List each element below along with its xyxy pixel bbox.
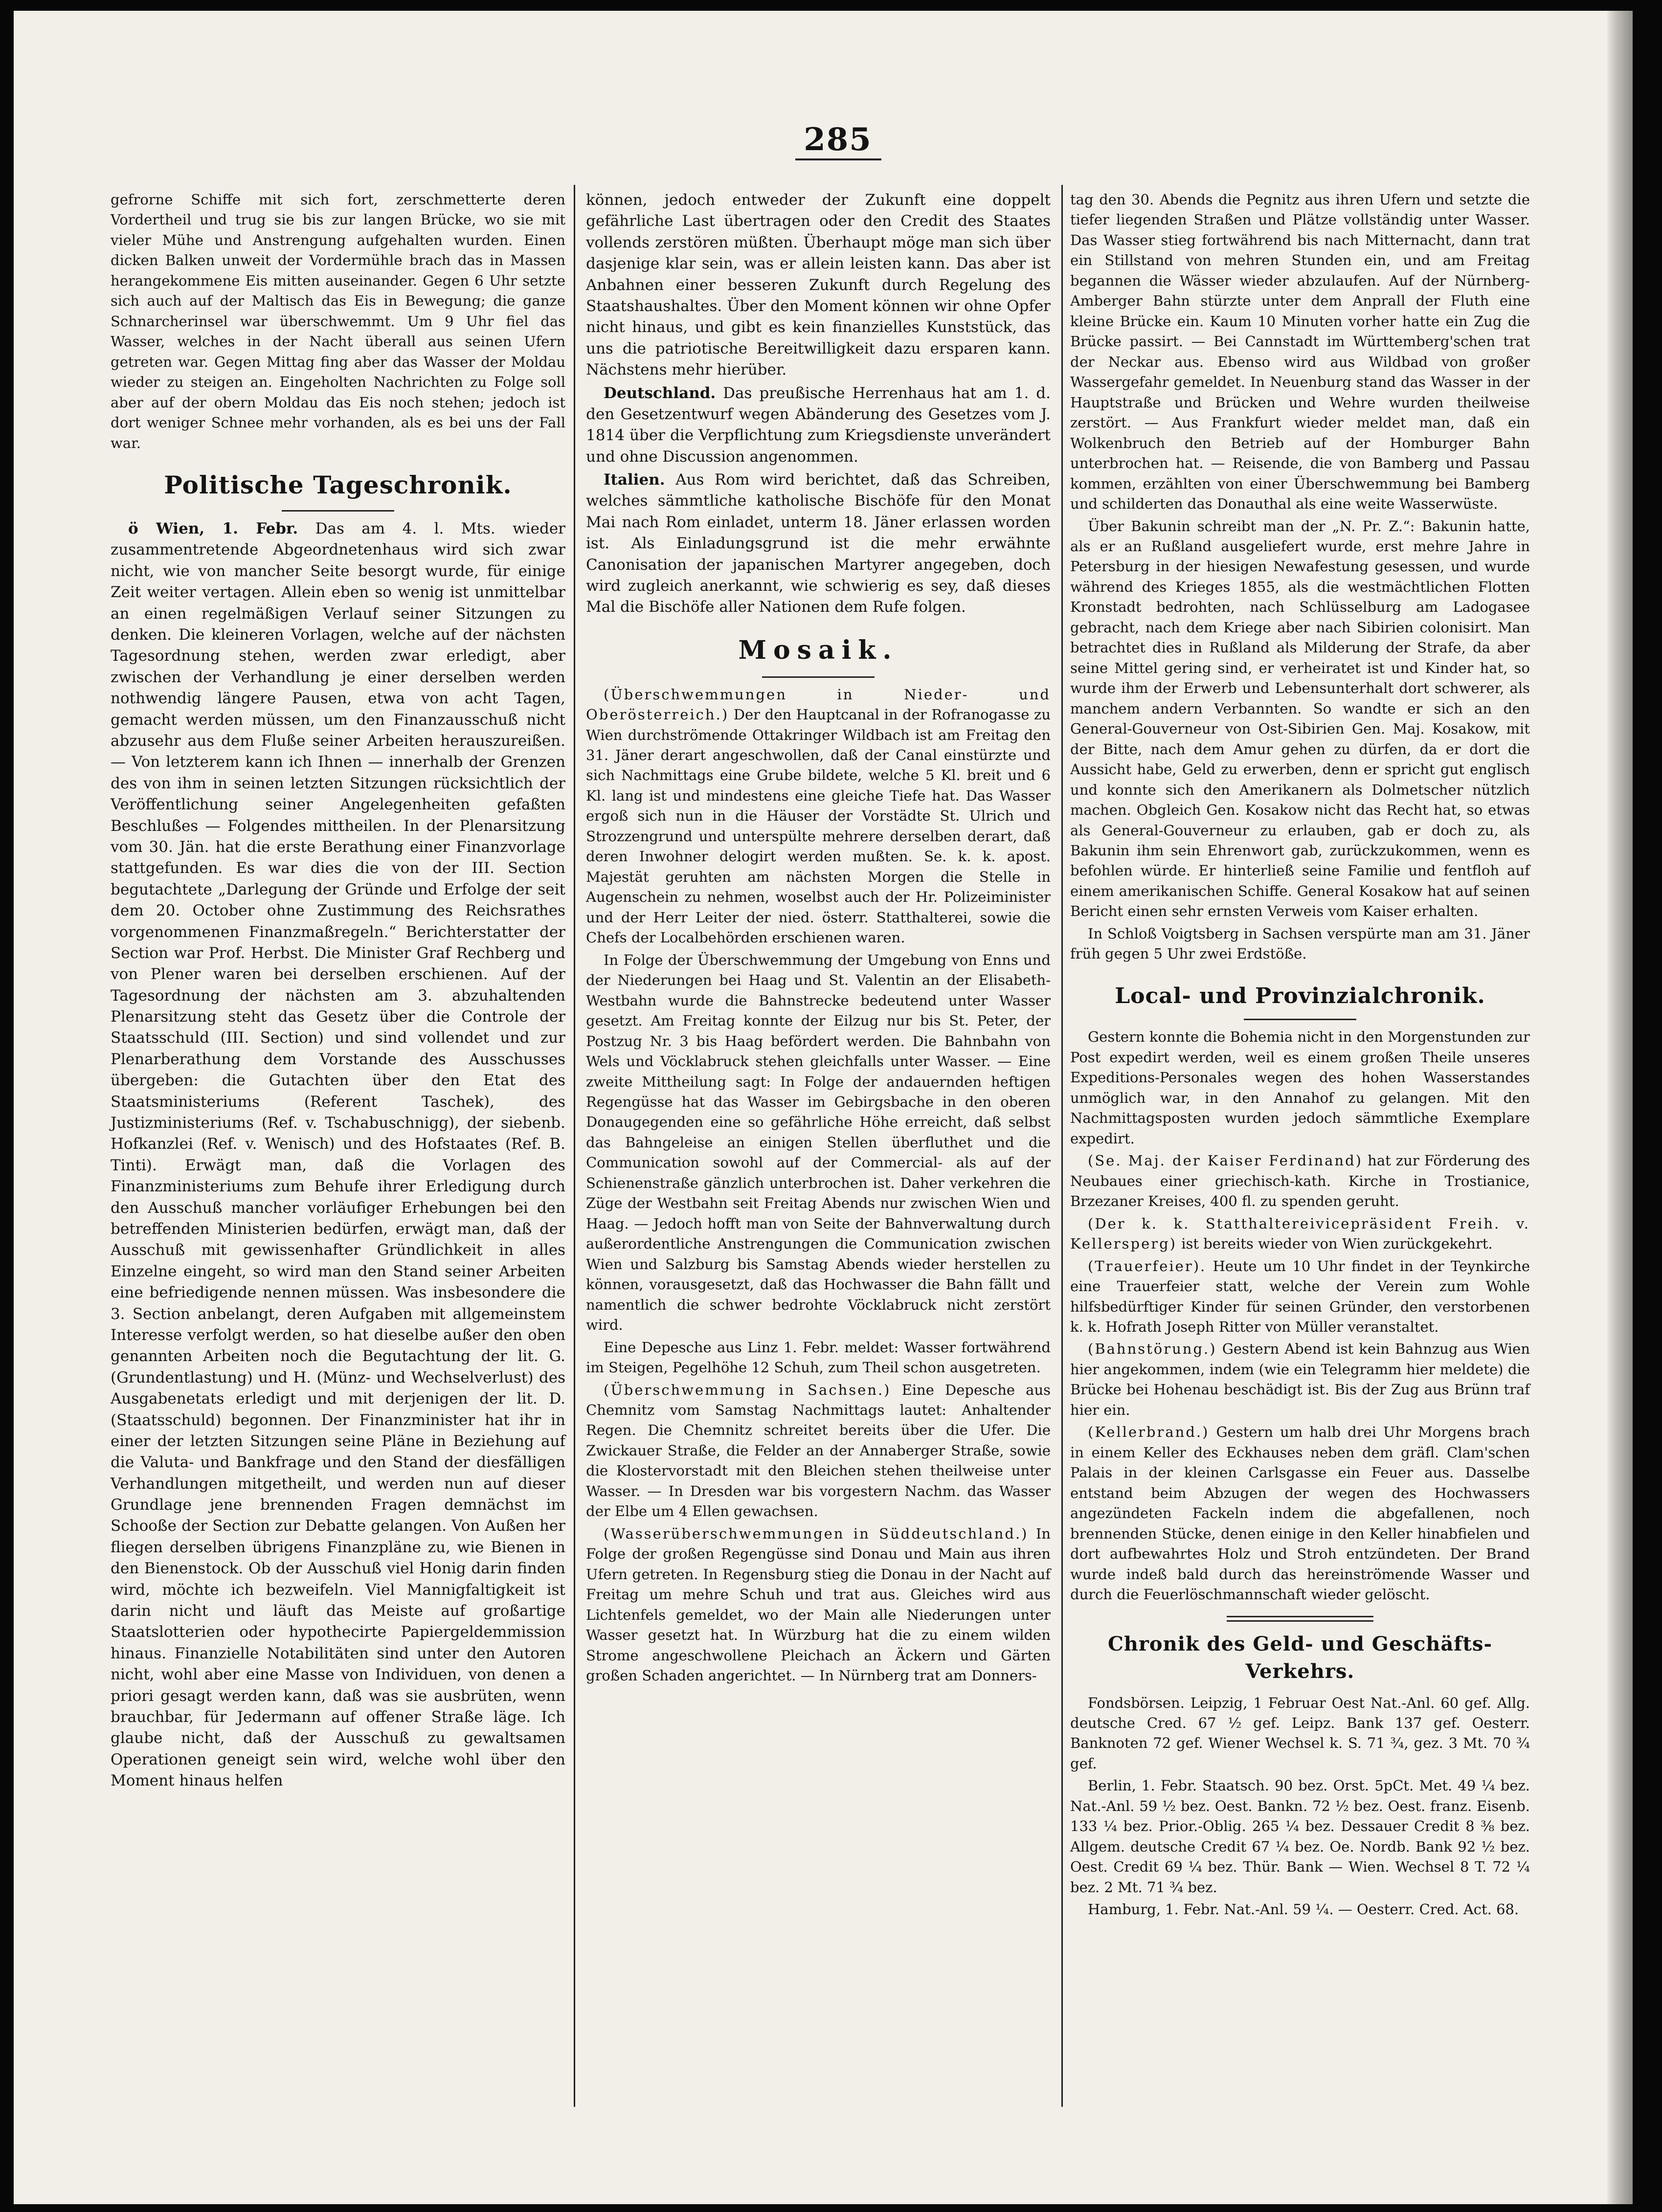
column-2 (586, 190, 1051, 1688)
mosaik-item-1 (586, 685, 1051, 948)
mosaik-item-2: In Folge der Überschwemmung der Umgebung von Enns und der Niederungen bei Haag und St. Valentin an der Elisabeth-Westbahn wurde die Bahnstrecke bedeutend unter Wasser gesetzt. Am Freitag konnte der Eilzug nur bis St. Peter, der Postzug Nr. 3 bis Haag befördert werden. Die Bahnbahn von Wels und Vöcklabruck stehen gleichfalls unter Wasser. — Eine zweite Mittheilung sagt: In Folge der andauernden heftigen Regengüsse hat das Wasser im Gebirgsbache in den oberen Donaugegenden eine so gefährliche Höhe erreicht, daß selbst das Bahngeleise an einigen Stellen überfluthet und die Communication sowohl auf der Commercial- als auf der Schienenstraße gänzlich unterbrochen ist. Daher verkehren die Züge der Westbahn seit Freitag Abends nur zwischen Wien und Haag. — Jedoch hofft man von Seite der Bahnverwaltung durch außerordentliche Anstrengungen die Communication zwischen Wien und Salzburg bis Samstag Abends wieder herstellen zu können, vorausgesetzt, daß das Hochwasser die Bahn fällt und namentlich die schwer bedrohte Vöcklabruck nicht zerstört wird. (586, 951, 1051, 1334)
local-item-4-text: Heute um 10 Uhr findet in der Teynkirche eine Trauerfeier statt, welche der Verein zum Wohle hilfsbedürftiger Kinder für seinen Gründer, den verstorbenen k. k. Hofrath Joseph Ritter von Müller veranstaltet. (1070, 1257, 1530, 1335)
heading-rule (762, 676, 875, 678)
column-3 (1070, 190, 1530, 1922)
local-item-6-heading: (Kellerbrand.) (1088, 1424, 1210, 1441)
local-item-4 (1070, 1256, 1530, 1338)
local-item-4-heading: (Trauerfeier). (1088, 1257, 1207, 1274)
article-wien-text: Das am 4. l. Mts. wieder zusammentretende Abgeordnetenhaus wird sich zwar nicht, wie von mancher Seite besorgt wurde, für einige Zeit weiter vertagen. Allein eben so wenig ist unmittelbar an einen regelmäßigen Verlauf seiner Sitzungen zu denken. Die kleineren Vorlagen, welche auf der nächsten Tagesordnung stehen, werden zwar erledigt, aber zwischen der Verhandlung je einer derselben werden nothwendig längere Pausen, etwa von acht Tagen, gemacht werden müssen, um den Finanzausschuß nicht abzusehr aus dem Fluße seiner Arbeiten herauszureißen. — Von letzterem kann ich Ihnen — innerhalb der Grenzen des von ihm in seinen letzten Sitzungen rücksichtlich der Veröffentlichung seiner Angelegenheiten gefaßten Beschlußes — Folgendes mittheilen. In der Plenarsitzung vom 30. Jän. hat die erste Berathung einer Finanzvorlage stattgefunden. Es war dies die von der III. Section begutachtete „Darlegung der Gründe und Erfolge der seit dem 20. October ohne Zustimmung des Reichsrathes vorgenommenen Finanzmaßregeln.“ Berichterstatter der Section war Prof. Herbst. Die Minister Graf Rechberg und von Plener waren bei derselben erschienen. Auf der Tagesordnung der nächsten am 3. abzuhaltenden Plenarsitzung steht das Gesetz über die Controle der Staatsschuld (III. Section) und sind vollendet und zur Plenarberathung dem Vorstande des Ausschusses übergeben: die Gutachten über den Etat des Staatsministeriums (Referent Taschek), des Justizministeriums (Ref. v. Tschabuschnigg), der siebenb. Hofkanzlei (Ref. v. Wenisch) und des Hofstaates (Ref. B. Tinti). Erwägt man, daß die Vorlagen des Finanzministeriums zum Behufe ihrer Erledigung durch den Ausschuß mancher vorläufiger Erhebungen bei den betreffenden Ministerien bedürfen, erwägt man, daß der Ausschuß mit gewissenhafter Gründlichkeit in alles Einzelne eingeht, so wird man den Stand seiner Arbeiten eine befriedigende nennen müssen. Was insbesondere die 3. Section anbelangt, deren Aufgaben mit allgemeinstem Interesse verfolgt werden, so hat dieselbe außer den oben genannten Arbeiten noch die Begutachtung der lit. G. (Grundentlastung) und H. (Münz- und Wechselverlust) des Ausgabenetats erledigt und mit derjenigen der lit. D. (Staatsschuld) begonnen. Der Finanzminister hat ihr in einer der letzten Sitzungen seine Pläne in Beziehung auf die Valuta- und Bankfrage und den Stand der diesfälligen Verhandlungen mitgetheilt, und werden nun auf dieser Grundlage jene brennenden Fragen demnächst im Schooße der Section zur Debatte gelangen. Von Außen her fliegen derselben übrigens Finanzpläne zu, wie Bienen in den Bienenstock. Ob der Ausschuß viel Honig darin finden wird, möchte ich bezweifeln. Viel Mannigfaltigkeit ist darin nicht und läuft das Meiste auf großartige Staatslotterien oder hypothecirte Papiergeldemmission hinaus. Finanzielle Notabilitäten sind unter den Autoren nicht, wohl aber eine Masse von Individuen, von denen a priori gesagt werden kann, daß was sie ausbrüten, wenn brauchbar, für Jedermann auf offener Straße läge. Ich glaube nicht, daß der Ausschuß zu gewaltsamen Operationen geneigt sein wird, welche wohl über den Moment hinaus helfen (111, 520, 565, 1790)
column-1 (111, 190, 565, 1794)
heading-geld-geschaefts-verkehr: Chronik des Geld- und Geschäfts-Verkehrs. (1107, 1632, 1493, 1683)
local-item-2 (1070, 1151, 1530, 1211)
heading-rule (282, 510, 394, 512)
section-divider (1227, 1616, 1373, 1622)
page-binding-edge (1607, 11, 1633, 2204)
local-item-5-heading: (Bahnstörung.) (1088, 1341, 1217, 1358)
market-report-leipzig: Fondsbörsen. Leipzig, 1 Februar Oest Nat.-Anl. 60 gef. Allg. deutsche Cred. 67 ½ gef. Leipz. Bank 137 gef. Oesterr. Banknoten 72 gef. Wiener Wechsel k. S. 71 ¾, gez. 3 Mt. 70 ¾ gef. (1070, 1694, 1530, 1772)
mosaik-item-bakunin: Über Bakunin schreibt man der „N. Pr. Z.“: Bakunin hatte, als er an Rußland ausgeliefert wurde, erst mehre Jahre in Petersburg in der hiesigen Newafestung gesessen, und wurde während des Krieges 1855, als die westmächtlichen Flotten Kronstadt bedrohten, nach Schlüsselburg am Ladogasee gebracht, nach dem Kriege aber nach Sibirien colonisirt. Man betrachtet dies in Rußland als Milderung der Strafe, da aber seine Mittel gering sind, er verheiratet ist und Kinder hat, so wurde ihm der Erwerb und Lebensunterhalt dort schwerer, als manchem andern Verbannten. So wandte er sich an den General-Gouverneur von Ost-Sibirien Gen. Maj. Kosakow, mit der Bitte, nach dem Amur gehen zu dürfen, da er dort die Aussicht habe, Geld zu erwerben, denn er spricht gut englisch und konnte sich den Amerikanern als Dolmetscher nützlich machen. Obgleich Gen. Kosakow nicht das Recht hat, so etwas als General-Gouverneur zu erlauben, gab er doch zu, als Bakunin ihm sein Ehrenwort gab, zurückzukommen, wenn es befohlen würde. Er hinterließ seine Familie und fentfloh auf einem amerikanischen Schiffe. General Kosakow hat auf seinen Bericht einen sehr ernsten Verweis vom Kaiser erhalten. (1070, 517, 1530, 920)
article-wien-continued: können, jedoch entweder der Zukunft eine doppelt gefährliche Last übertragen oder den Credit des Staates vollends zerstören müßten. Überhaupt möge man sich über dasjenige klar sein, was er allein leisten kann. Das aber ist Anbahnen einer besseren Zukunft durch Regelung des Staatshaushaltes. Über den Moment können wir ohne Opfer nicht hinaus, und gibt es kein finanzielles Kunststück, das uns die patriotische Bereitwilligkeit dazu ersparen kann. Nächstens mehr hierüber. (586, 191, 1051, 379)
article-italien-text: Aus Rom wird berichtet, daß das Schreiben, welches sämmtliche katholische Bischöfe für den Monat Mai nach Rom einladet, unterm 18. Jäner erlassen worden ist. Als Einladungsgrund ist die mehr erwähnte Canonisation der japanischen Martyrer angegeben, doch wird zugleich anerkannt, wie schwierig es sey, daß dieses Mal die Bischöfe aller Nationen dem Rufe folgen. (586, 471, 1051, 616)
local-item-6-text: Gestern um halb drei Uhr Morgens brach in einem Keller des Eckhauses neben dem gräfl. Clam'schen Palais in der kleinen Carlsgasse ein Feuer aus. Dasselbe entstand beim Abzugen der wegen des Hochwassers angezündeten Fackeln indem die abgefallenen, noch brennenden Stücke, denen einige in den Keller hinabfielen und dort aufbewahrtes Holz und Stroh entzündeten. Der Brand wurde indeß bald durch das hereinströmende Wasser und durch die Feuerlöschmannschaft wieder gelöscht. (1070, 1424, 1530, 1603)
local-item-3 (1070, 1214, 1530, 1254)
heading-mosaik: Mosaik. (738, 635, 898, 665)
article-italien (586, 469, 1051, 618)
market-report-hamburg: Hamburg, 1. Febr. Nat.-Anl. 59 ¼. — Oesterr. Cred. Act. 68. (1088, 1901, 1519, 1918)
page-number: 285 (804, 121, 872, 158)
heading-local-provinzialchronik: Local- und Provinzialchronik. (1115, 983, 1485, 1008)
mosaik-item-4-heading: (Überschwemmung in Sachsen.) (604, 1381, 891, 1398)
local-item-2-heading: (Se. Maj. der Kaiser Ferdinand) (1088, 1152, 1363, 1169)
local-item-6 (1070, 1422, 1530, 1605)
dateline-italien: Italien. (604, 471, 665, 489)
local-item-3-heading: (Der k. k. Statthaltereivicepräsident Freih. v. Kellersperg) (1070, 1215, 1530, 1252)
mosaik-item-5-heading: (Wasserüberschwemmungen in Süddeutschland.) (604, 1525, 1029, 1542)
article-deutschland-text: Das preußische Herrenhaus hat am 1. d. den Gesetzentwurf wegen Abänderung des Gesetzes vom J. 1814 über die Verpflichtung zum Kriegsdienste unverändert und ohne Discussion angenommen. (586, 384, 1051, 466)
mosaik-item-1-heading: (Überschwemmungen in Nieder- und Oberösterreich.) (586, 686, 1051, 723)
local-item-2-text: hat zur Förderung des Neubaues einer griechisch-kath. Kirche in Trostianice, Brzezaner Kreises, 400 fl. zu spenden geruht. (1070, 1152, 1530, 1210)
local-item-5 (1070, 1339, 1530, 1420)
page-number-rule (795, 158, 881, 160)
mosaik-item-1-text: Der den Hauptcanal in der Rofranogasse zu Wien durchströmende Ottakringer Wildbach ist am Freitag den 31. Jäner derart angeschwollen, daß der Canal einstürzte und sich Nachmittags eine Grube bildete, welche 5 Kl. breit und 6 Kl. lang ist und mindestens eine gleiche Tiefe hat. Das Wasser ergoß sich nun in die Häuser der Vorstädte St. Ulrich und Strozzengrund und unterspülte mehrere derselben derart, daß deren Inwohner delogirt werden mußten. Se. k. k. apost. Majestät geruhten am nächsten Morgen die Stelle in Augenschein zu nehmen, woselbst auch der Hr. Polizeiminister und der Herr Leiter der nied. österr. Statthalterei, sowie die Chefs der Localbehörden erschienen waren. (586, 706, 1051, 946)
mosaik-item-5-text: In Folge der großen Regengüsse sind Donau und Main aus ihren Ufern getreten. In Regensburg stieg die Donau in der Nacht auf Freitag um mehre Schuh und trat aus. Gleiches wird aus Lichtenfels gemeldet, wo der Main alle Niederungen unter Wasser gesetzt hat. In Würzburg hat die zu einem wilden Strome angeschwollene Pleichach an Äckern und Gärten großen Schaden angerichtet. — In Nürnberg trat am Donners- (586, 1525, 1051, 1684)
market-report-berlin: Berlin, 1. Febr. Staatsch. 90 bez. Orst. 5pCt. Met. 49 ¼ bez. Nat.-Anl. 59 ½ bez. Oest. Bankn. 72 ½ bez. Oest. franz. Eisenb. 133 ¼ bez. Prior.-Oblig. 265 ¼ bez. Dessauer Credit 8 ⅜ bez. Allgem. deutsche Credit 67 ¼ bez. Oe. Nordb. Bank 92 ½ bez. Oest. Credit 69 ¼ bez. Thür. Bank — Wien. Wechsel 8 T. 72 ¼ bez. 2 Mt. 71 ¾ bez. (1070, 1777, 1530, 1896)
mosaik-item-5-continued: tag den 30. Abends die Pegnitz aus ihren Ufern und setzte die tiefer liegenden Straßen und Plätze vollständig unter Wasser. Das Wasser stieg fortwährend bis nach Mitternacht, dann trat ein Stillstand von mehren Stunden ein, und am Freitag begannen die Wässer wieder abzulaufen. Auf der Nürnberg-Amberger Bahn stürzte unter dem Anprall der Fluth eine kleine Brücke ein. Kaum 10 Minuten vorher hatte ein Zug die Brücke passirt. — Bei Cannstadt im Württemberg'schen trat der Neckar aus. Ebenso wird aus Wildbad von großer Wassergefahr gemeldet. In Neuenburg stand das Wasser in der Hauptstraße und Brücken und Wehre wurden theilweise zerstört. — Aus Frankfurt wieder meldet man, daß ein Wolkenbruch den Betrieb auf der Homburger Bahn unterbrochen hat. — Reisende, die von Bamberg und Passau kommen, erzählten von einer Überschwemmung bei Bamberg und schilderten das Donauthal als eine weite Wasserwüste. (1070, 191, 1530, 513)
local-item-5-text: Gestern Abend ist kein Bahnzug aus Wien hier angekommen, indem (wie ein Telegramm hier meldete) die Brücke bei Hohenau beschädigt ist. Bis der Zug aus Brünn traf hier ein. (1070, 1341, 1530, 1418)
local-item-1: Gestern konnte die Bohemia nicht in den Morgenstunden zur Post expedirt werden, weil es einem großen Theile unseres Expeditions-Personales wegen des hohen Wasserstandes unmöglich war, in den Annahof zu gelangen. Mit den Nachmittagsposten wurden jedoch sämmtliche Exemplare expedirt. (1070, 1028, 1530, 1147)
flood-report-continued: gefrorne Schiffe mit sich fort, zerschmetterte deren Vordertheil und trug sie bis zur langen Brücke, wo sie mit vieler Mühe und Anstrengung aufgehalten wurden. Einen dicken Balken unweit der Vordermühle brach das in Massen herangekommene Eis mitten auseinander. Gegen 6 Uhr setzte sich auch auf der Maltisch das Eis in Bewegung; die ganze Schnarcherinsel war überschwemmt. Um 9 Uhr fiel das Wasser, welches in der Nacht überall aus seinen Ufern getreten war. Gegen Mittag fing aber das Wasser der Moldau wieder zu steigen an. Eingeholten Nachrichten zu Folge soll aber auf der obern Moldau das Eis noch stehen; jedoch ist dort weniger Schnee mehr vorhanden, als es bei uns der Fall war. (111, 191, 565, 451)
column-rule-right (1061, 185, 1063, 2107)
mosaik-item-voigtsberg: In Schloß Voigtsberg in Sachsen verspürte man am 31. Jäner früh gegen 5 Uhr zwei Erdstöße. (1070, 925, 1530, 962)
heading-rule (1244, 1019, 1356, 1020)
article-wien (111, 518, 565, 1791)
heading-politische-tageschronik: Politische Tageschronik. (164, 470, 512, 500)
mosaik-item-5 (586, 1524, 1051, 1686)
mosaik-item-3: Eine Depesche aus Linz 1. Febr. meldet: Wasser fortwährend im Steigen, Pegelhöhe 12 Schuh, zum Theil schon ausgetreten. (586, 1339, 1051, 1376)
local-item-3-text: ist bereits wieder von Wien zurückgekehrt. (1181, 1235, 1493, 1252)
mosaik-item-4-text: Eine Depesche aus Chemnitz vom Samstag Nachmittags lautet: Anhaltender Regen. Die Chemnitz schreitet bereits über die Ufer. Die Zwickauer Straße, die Felder an der Annaberger Straße, sowie die Klostervorstadt mit den Bleichen stehen theilweise unter Wasser. — In Dresden war bis vorgestern Nachm. das Wasser der Elbe um 4 Ellen gewachsen. (586, 1381, 1051, 1520)
dateline-wien: ö Wien, 1. Febr. (128, 520, 298, 538)
dateline-deutschland: Deutschland. (604, 384, 716, 402)
column-rule-left (574, 185, 575, 2107)
mosaik-item-4 (586, 1380, 1051, 1522)
article-deutschland (586, 383, 1051, 468)
newspaper-page (14, 11, 1633, 2204)
